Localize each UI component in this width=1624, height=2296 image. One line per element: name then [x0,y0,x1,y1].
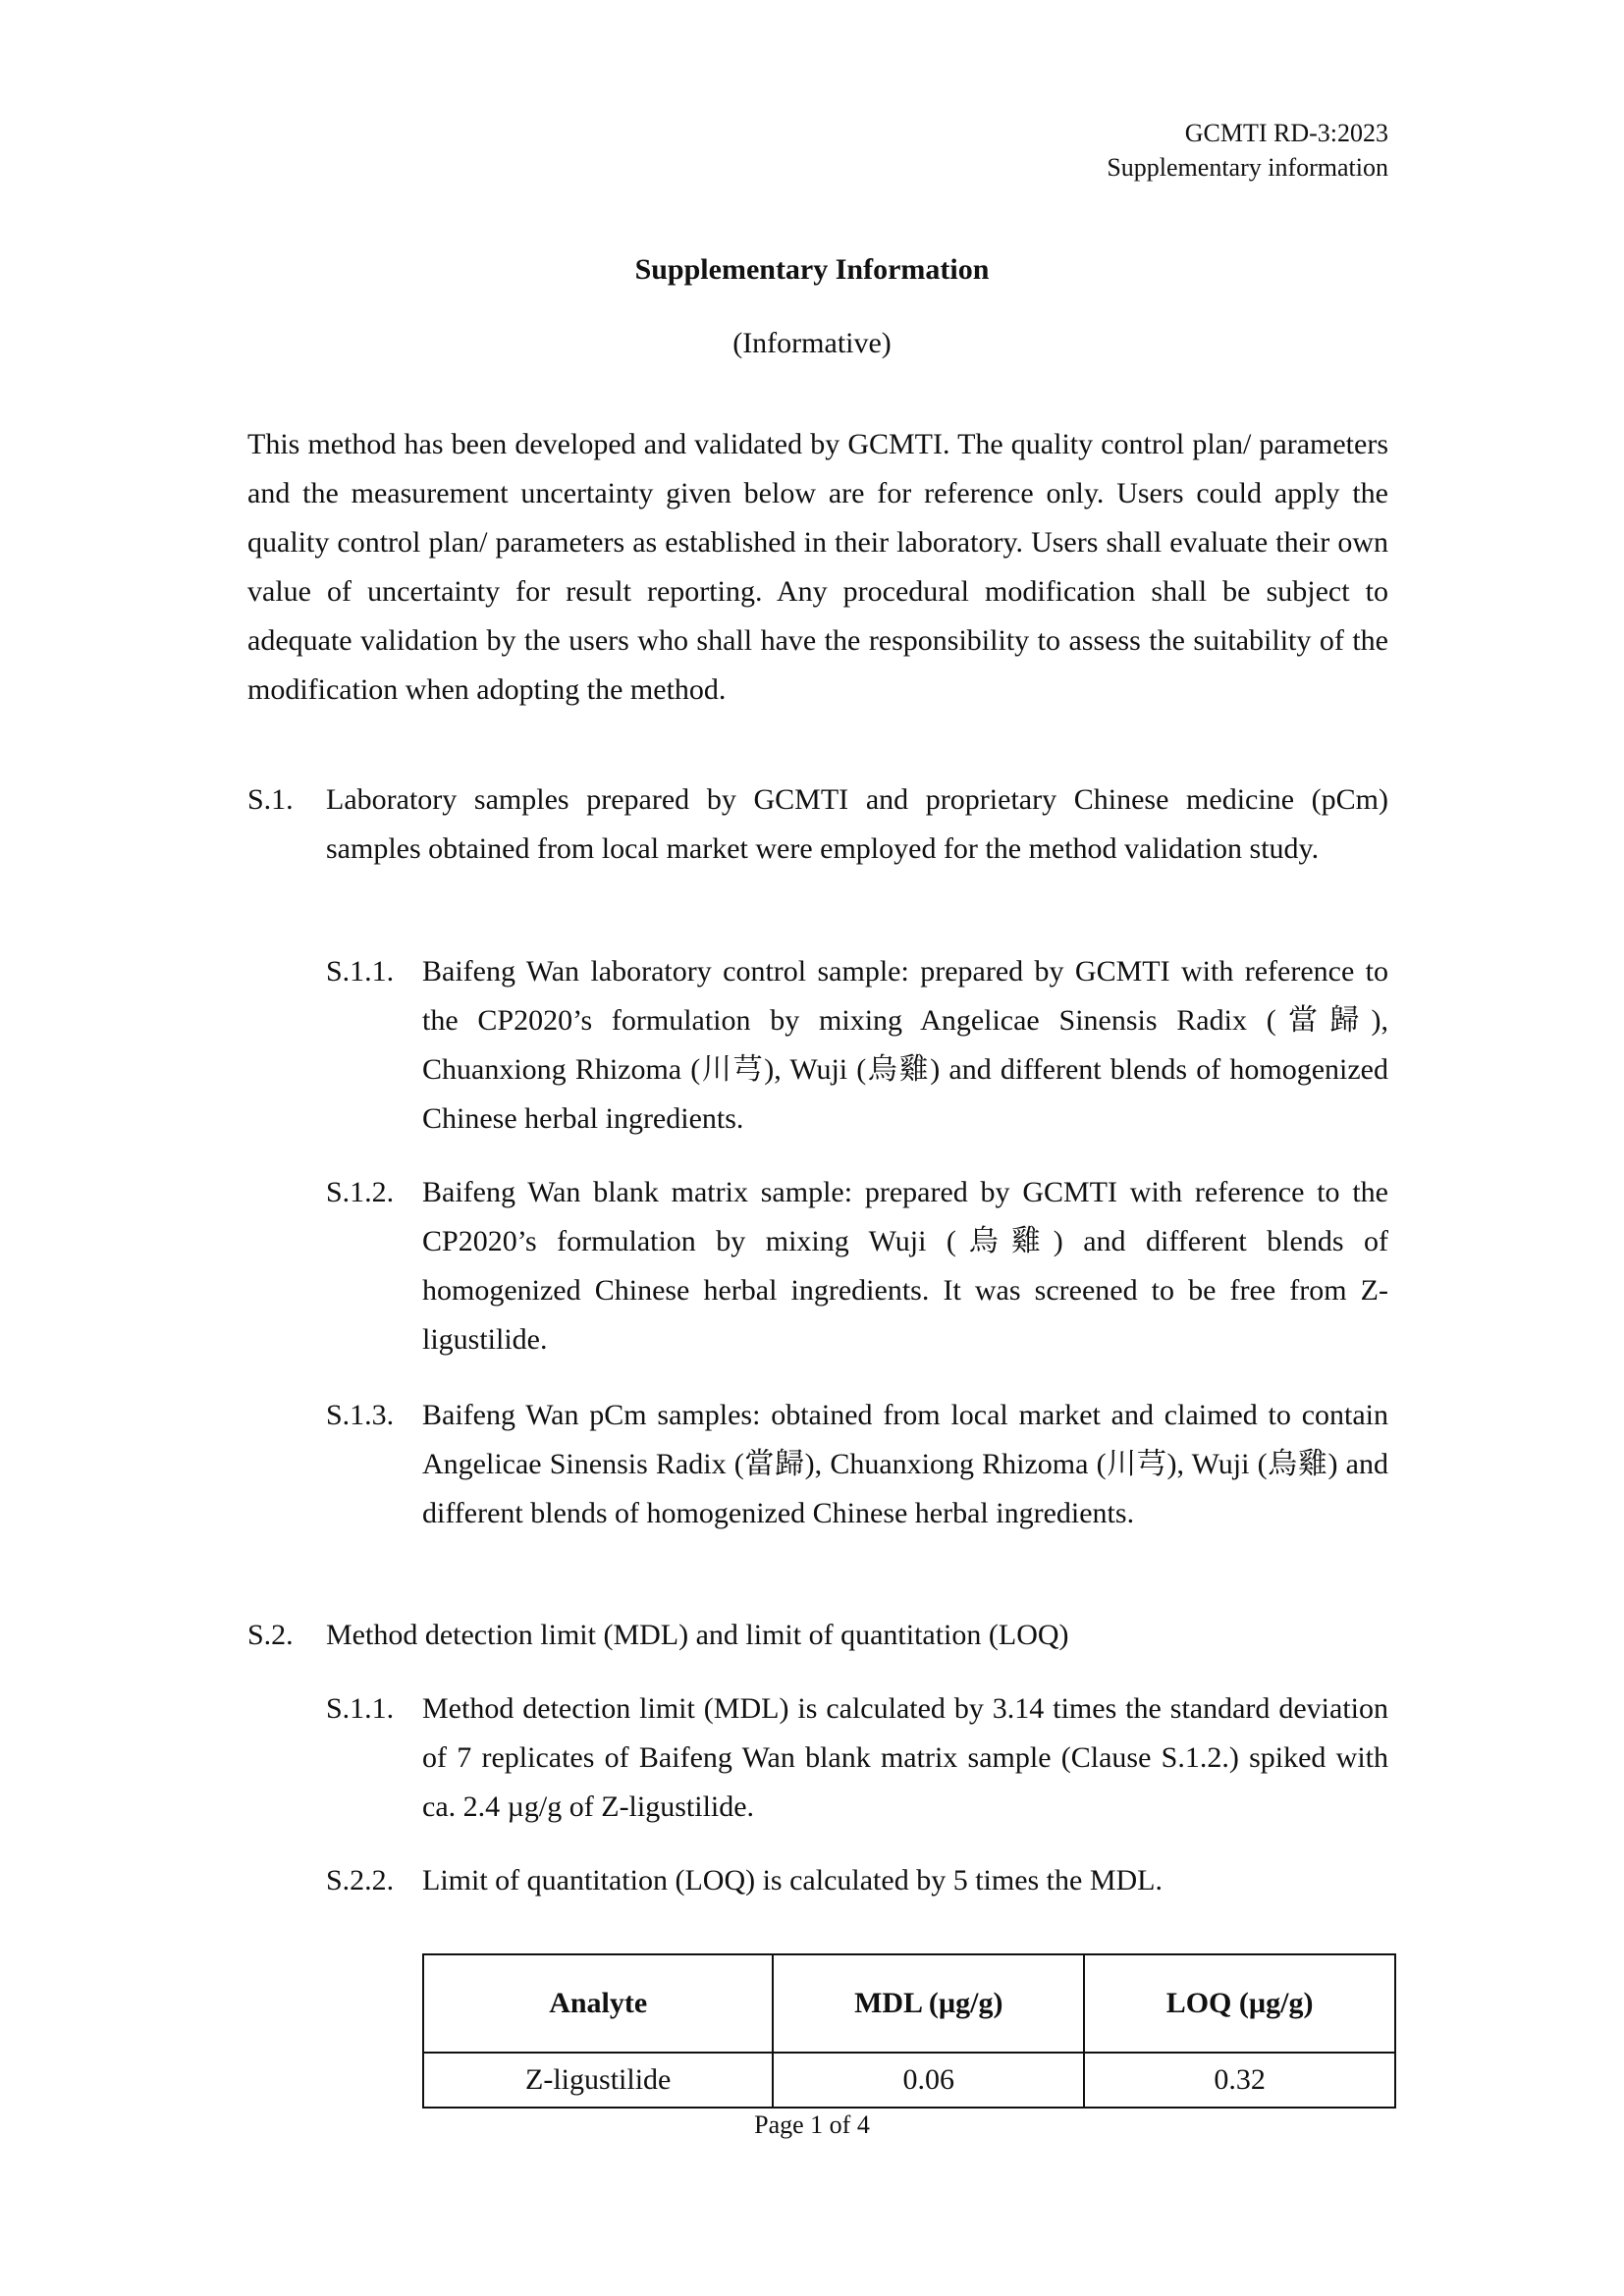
clause-s2-1 [326,1684,1388,1832]
page-title: Supplementary Information [634,253,990,286]
clause-text: Baifeng Wan blank matrix sample: prepared by GCMTI with reference to the CP2020’s formulation by mixing Wuji (烏雞) and different blends of homogenized Chinese herbal ingredients. It was screened to be free from Z-ligustilide. [422,1176,1388,1356]
document-header [1107,116,1388,185]
cell-mdl: 0.06 [773,2053,1084,2108]
page-number: Page 1 of 4 [754,2110,870,2139]
clause-s1-3 [326,1391,1388,1538]
column-header-loq: LOQ (µg/g) [1084,1954,1395,2053]
section-s2 [247,1611,1388,1660]
clause-text: Method detection limit (MDL) is calculated by 3.14 times the standard deviation of 7 replicates of Baifeng Wan blank matrix sample (Clause S.1.2.) spiked with ca. 2.4 µg/g of Z-ligustilide. [422,1692,1388,1823]
clause-text: Baifeng Wan pCm samples: obtained from local market and claimed to contain Angelicae Sinensis Radix (當歸), Chuanxiong Rhizoma (川芎), Wuji (烏雞) and different blends of homogenized Chinese herbal ingredients. [422,1399,1388,1529]
section-s1 [247,775,1388,874]
clause-number: S.2.2. [326,1864,395,1896]
table-header-row [423,1954,1395,2053]
table-row [423,2053,1395,2108]
document-type: Supplementary information [1107,153,1388,182]
clause-number: S.1.3. [326,1399,395,1431]
section-text: Laboratory samples prepared by GCMTI and proprietary Chinese medicine (pCm) samples obtained from local market were employed for the method validation study. [326,783,1388,865]
section-number: S.1. [247,783,294,816]
intro-paragraph: This method has been developed and validated by GCMTI. The quality control plan/ parameters and the measurement uncertainty given below are for reference only. Users could apply the quality control plan/ parameters as established in their laboratory. Users shall evaluate their own value of uncertainty for result reporting. Any procedural modification shall be subject to adequate validation by the users who shall have the responsibility to assess the suitability of the modification when adopting the method. [247,428,1388,706]
clause-s1-2 [326,1168,1388,1364]
clause-number: S.1.1. [326,1692,395,1725]
clause-text: Baifeng Wan laboratory control sample: prepared by GCMTI with reference to the CP2020’s formulation by mixing Angelicae Sinensis Radix (當歸), Chuanxiong Rhizoma (川芎), Wuji (烏雞) and different blends of homogenized Chinese herbal ingredients. [422,955,1388,1135]
clause-number: S.1.1. [326,955,395,988]
section-number: S.2. [247,1619,294,1651]
clause-number: S.1.2. [326,1176,395,1208]
clause-s1-1 [326,947,1388,1144]
section-text: Method detection limit (MDL) and limit of quantitation (LOQ) [326,1619,1069,1651]
document-id: GCMTI RD-3:2023 [1184,119,1388,147]
clause-text: Limit of quantitation (LOQ) is calculated by 5 times the MDL. [422,1864,1163,1896]
cell-analyte: Z-ligustilide [423,2053,773,2108]
cell-loq: 0.32 [1084,2053,1395,2108]
clause-s2-2 [326,1856,1388,1905]
page-subtitle: (Informative) [732,327,892,359]
column-header-mdl: MDL (µg/g) [773,1954,1084,2053]
column-header-analyte: Analyte [423,1954,773,2053]
detection-limit-table [422,1953,1396,2109]
